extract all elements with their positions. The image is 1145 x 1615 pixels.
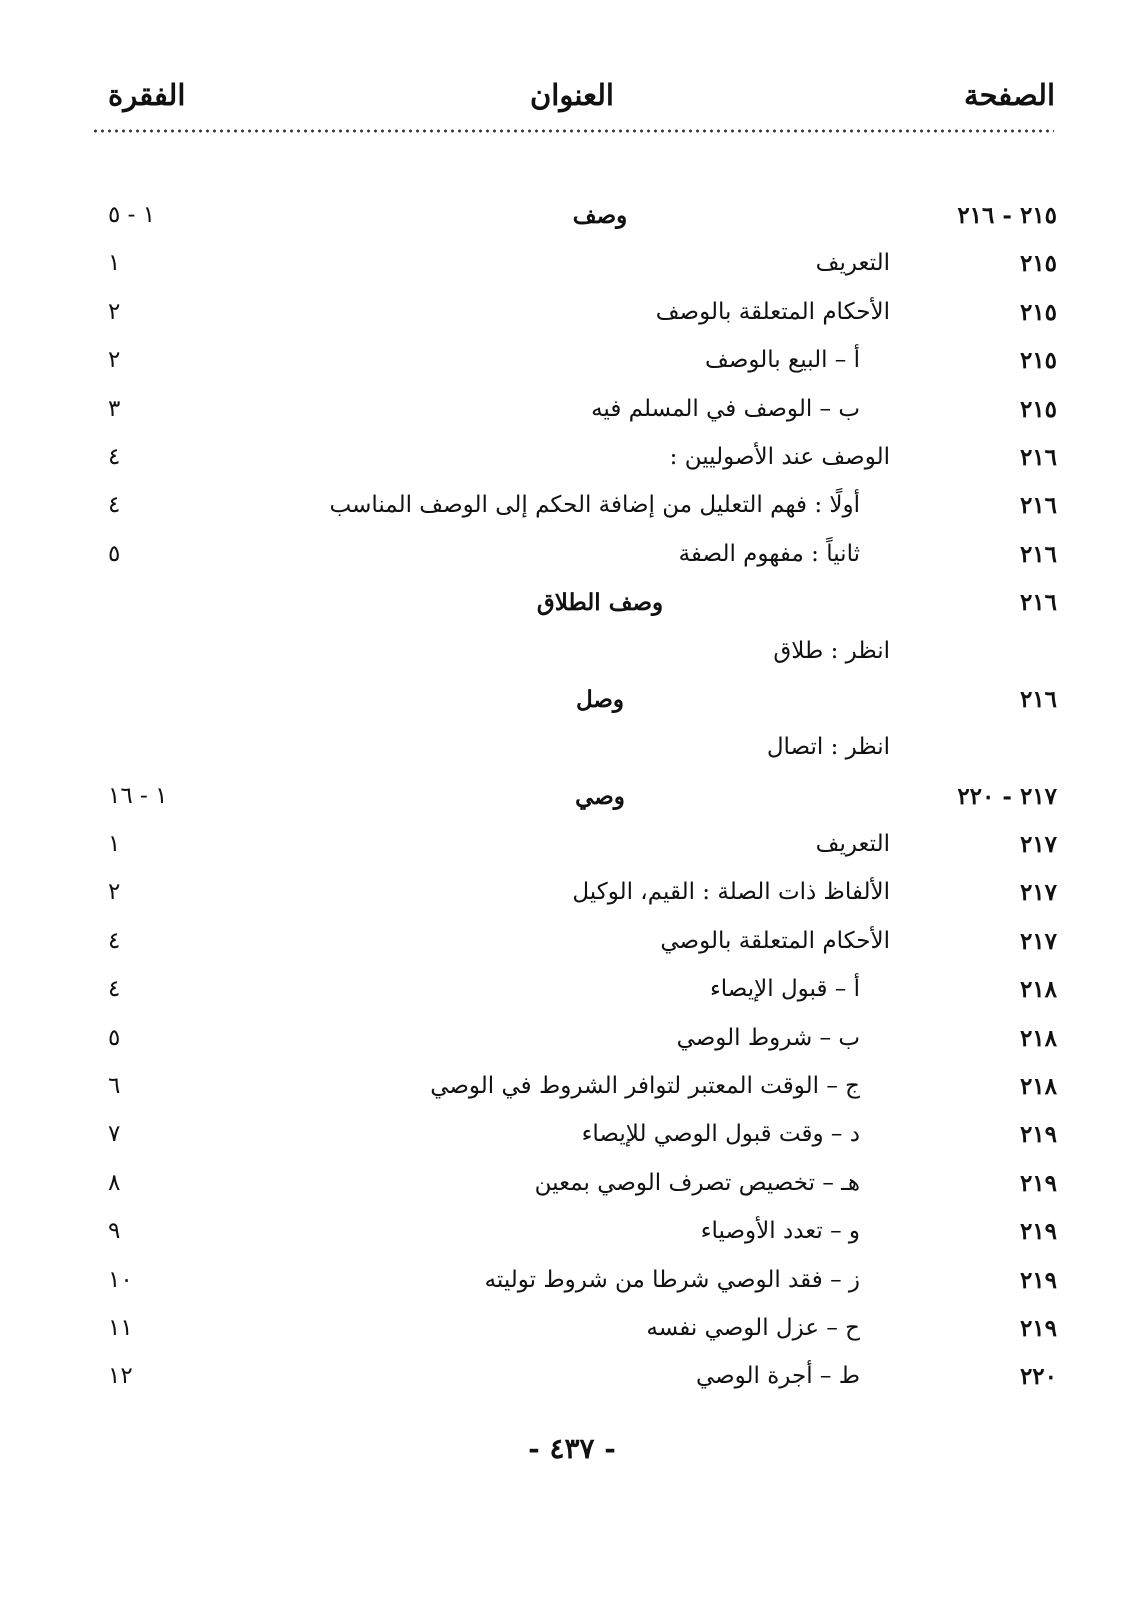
entry-title: انظر : طلاق [773,637,890,664]
paragraph-column-header: الفقرة [108,78,186,112]
page-ref: ٢١٧ [1019,927,1057,955]
entry-title: الألفاظ ذات الصلة : القيم، الوكيل [572,879,890,906]
entry-heading: وصف الطلاق [536,589,664,617]
page-ref: ٢١٦ [1019,589,1057,617]
paragraph-ref: ٩ [108,1218,121,1245]
paragraph-ref: ١٠ [108,1266,133,1293]
entry-title: أ – البيع بالوصف [705,347,860,374]
index-row [0,970,1145,1018]
paragraph-ref: ١ - ١٦ [108,782,168,809]
entry-heading: وصي [575,782,625,810]
entry-title: هـ – تخصيص تصرف الوصي بمعين [534,1169,860,1196]
page-ref: ٢١٩ [1019,1169,1057,1197]
page-ref: ٢١٦ [1019,540,1057,568]
page-ref: ٢١٩ [1019,1121,1057,1149]
entry-title: ط – أجرة الوصي [695,1363,860,1390]
entry-title: ج – الوقت المعتبر لتوافر الشروط في الوصي [430,1073,860,1100]
index-row [0,535,1145,583]
page-ref: ٢١٩ [1019,1218,1057,1246]
paragraph-ref: ٢ [108,347,121,374]
dotted-divider [92,128,1054,134]
index-row [0,1115,1145,1163]
index-row [0,196,1145,244]
paragraph-ref: ٥ [108,540,121,567]
index-row [0,1019,1145,1067]
entry-title: أ – قبول الإيصاء [709,976,860,1003]
paragraph-ref: ٤ [108,443,121,470]
index-row [0,583,1145,631]
page-number: - ٤٣٧ - [528,1432,616,1465]
index-row [0,1357,1145,1405]
entry-title: د – وقت قبول الوصي للإيصاء [581,1121,860,1148]
table-header [0,78,1145,128]
entry-title: الأحكام المتعلقة بالوصف [655,298,890,325]
paragraph-ref: ٨ [108,1169,121,1196]
index-row [0,632,1145,680]
entry-title: الوصف عند الأصوليين : [669,443,890,470]
entry-title: ثانياً : مفهوم الصفة [678,540,860,567]
entry-title: ز – فقد الوصي شرطا من شروط توليته [484,1266,860,1293]
page-ref: ٢١٥ [1019,298,1057,326]
entry-title: ح – عزل الوصي نفسه [646,1314,860,1341]
paragraph-ref: ١٢ [108,1363,133,1390]
paragraph-ref: ١ - ٥ [108,202,156,228]
paragraph-ref: ٤ [108,976,121,1003]
entry-title: التعريف [815,831,890,858]
entry-heading: وصف [572,202,628,229]
index-row [0,1067,1145,1115]
index-row [0,390,1145,438]
page-ref: ٢١٥ [1019,347,1057,375]
index-row [0,922,1145,970]
index-row [0,1309,1145,1357]
page-ref: ٢١٧ [1019,831,1057,859]
page-ref: ٢١٥ - ٢١٦ [957,202,1057,229]
index-row [0,341,1145,389]
paragraph-ref: ٧ [108,1121,121,1148]
index-row [0,777,1145,825]
paragraph-ref: ١١ [108,1314,133,1341]
index-row [0,1164,1145,1212]
index-row [0,825,1145,873]
paragraph-ref: ٢ [108,298,121,325]
index-row [0,728,1145,776]
page-ref: ٢١٥ [1019,250,1057,278]
page-ref: ٢٢٠ [1019,1363,1057,1391]
entry-title: التعريف [815,250,890,277]
page-ref: ٢١٧ - ٢٢٠ [957,782,1057,810]
index-row [0,244,1145,292]
index-row [0,1212,1145,1260]
index-row [0,680,1145,728]
page-ref: ٢١٩ [1019,1314,1057,1342]
entry-title: أولًا : فهم التعليل من إضافة الحكم إلى الوصف المناسب [329,492,860,519]
paragraph-ref: ١ [108,831,121,858]
page-ref: ٢١٨ [1019,1024,1057,1052]
page-column-header: الصفحة [964,78,1055,112]
entry-title: ب – شروط الوصي [676,1024,860,1051]
paragraph-ref: ٢ [108,879,121,906]
entry-heading: وصل [575,685,625,713]
page-ref: ٢١٦ [1019,492,1057,520]
page-ref: ٢١٨ [1019,1073,1057,1101]
entry-title: و – تعدد الأوصياء [700,1218,860,1245]
paragraph-ref: ٥ [108,1024,121,1051]
paragraph-ref: ٦ [108,1073,121,1100]
page-ref: ٢١٧ [1019,879,1057,907]
paragraph-ref: ٤ [108,927,121,954]
index-row [0,486,1145,534]
page-ref: ٢١٦ [1019,685,1057,713]
title-column-header: العنوان [530,78,614,112]
page-ref: ٢١٥ [1019,395,1057,423]
entry-title: انظر : اتصال [766,734,890,761]
page-ref: ٢١٦ [1019,443,1057,471]
page-ref: ٢١٨ [1019,976,1057,1004]
paragraph-ref: ٣ [108,395,121,422]
entry-title: ب – الوصف في المسلم فيه [591,395,860,422]
index-row [0,293,1145,341]
entry-title: الأحكام المتعلقة بالوصي [660,927,890,954]
index-row [0,438,1145,486]
index-row [0,1261,1145,1309]
page-ref: ٢١٩ [1019,1266,1057,1294]
paragraph-ref: ٤ [108,492,121,519]
index-row [0,873,1145,921]
paragraph-ref: ١ [108,250,121,277]
index-rows [0,196,1145,1406]
